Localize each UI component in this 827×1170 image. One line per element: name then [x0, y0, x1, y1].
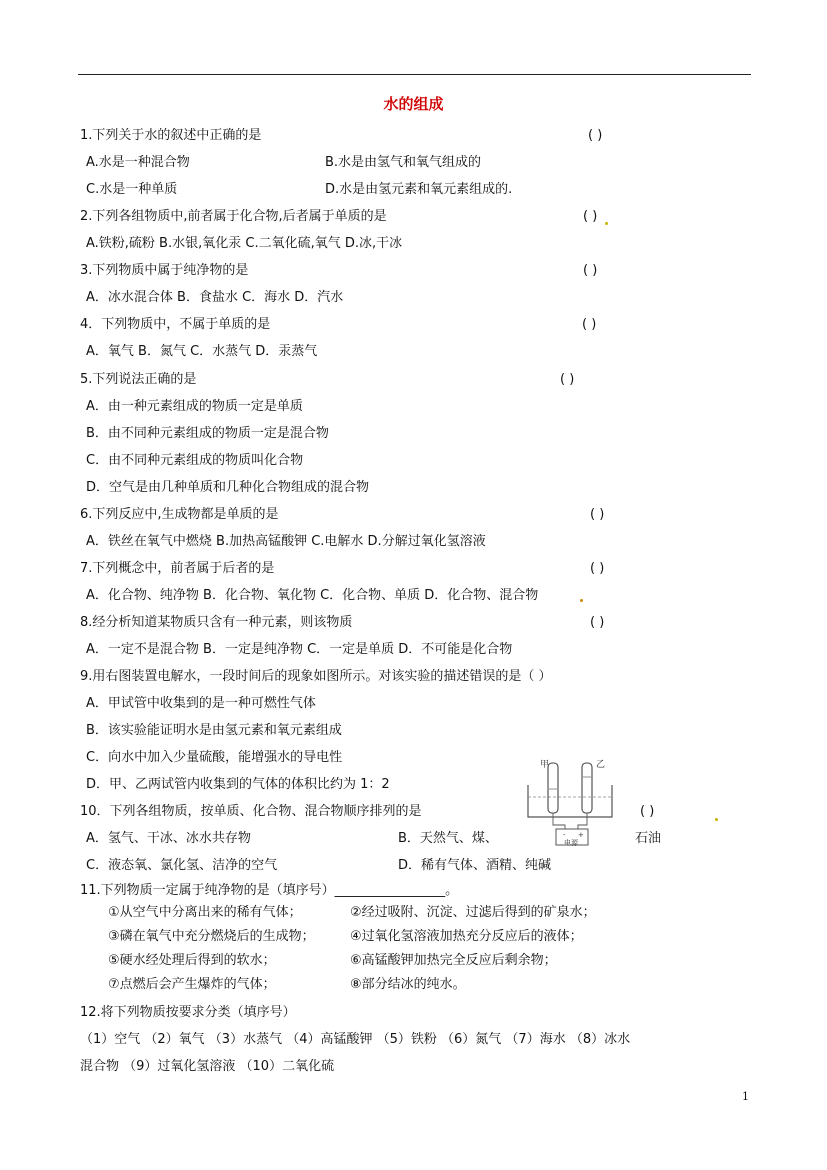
q11-item-7: ⑦点燃后会产生爆炸的气体； — [108, 977, 276, 992]
q11-item-2: ②经过吸附、沉淀、过滤后得到的矿泉水； — [350, 905, 596, 920]
q10-option-b-cont: 石油 — [635, 831, 662, 846]
q10-answer-blank: ( ) — [640, 804, 655, 819]
q2-options: A.铁粉,硫粉 B.水银,氧化汞 C.二氧化硫,氧气 D.冰,干冰 — [86, 236, 403, 251]
q4-answer-blank: ( ) — [582, 317, 597, 332]
electrolysis-diagram — [520, 755, 620, 847]
q10-option-d: D．稀有气体、酒精、纯碱 — [398, 858, 552, 873]
q1-stem: 1.下列关于水的叙述中正确的是 — [80, 128, 262, 143]
q6-answer-blank: ( ) — [590, 507, 605, 522]
q12-list-line2: 混合物 （9）过氧化氢溶液 （10）二氧化硫 — [80, 1059, 335, 1074]
q9-option-c: C．向水中加入少量硫酸，能增强水的导电性 — [86, 750, 343, 765]
q11-item-4: ④过氧化氢溶液加热充分反应后的液体； — [350, 929, 583, 944]
q1-option-d: D.水是由氢元素和氧元素组成的. — [325, 182, 513, 197]
label-plus: + — [578, 831, 584, 839]
q3-stem: 3.下列物质中属于纯净物的是 — [80, 263, 249, 278]
q3-answer-blank: ( ) — [583, 263, 598, 278]
q10-option-c: C．液态氧、氯化氢、洁净的空气 — [86, 858, 278, 873]
q8-stem: 8.经分析知道某物质只含有一种元素，则该物质 — [80, 615, 353, 630]
q2-stem: 2.下列各组物质中,前者属于化合物,后者属于单质的是 — [80, 209, 387, 224]
label-jia: 甲 — [540, 760, 550, 770]
q11-item-1: ①从空气中分离出来的稀有气体； — [108, 905, 302, 920]
q5-option-b: B．由不同种元素组成的物质一定是混合物 — [86, 426, 329, 441]
q11-item-8: ⑧部分结冰的纯水。 — [350, 977, 466, 992]
tube-yi — [582, 763, 592, 813]
q10-option-a: A．氢气、干冰、冰水共存物 — [86, 831, 251, 846]
q6-options: A．铁丝在氧气中燃烧 B.加热高锰酸钾 C.电解水 D.分解过氧化氢溶液 — [86, 534, 486, 549]
speck-mark — [580, 599, 583, 602]
q5-option-a: A．由一种元素组成的物质一定是单质 — [86, 399, 303, 414]
q12-stem: 12.将下列物质按要求分类（填序号） — [80, 1005, 296, 1020]
q9-stem: 9.用右图装置电解水，一段时间后的现象如图所示。对该实验的描述错误的是（ ） — [80, 669, 552, 684]
q10-option-b: B．天然气、煤、 — [398, 831, 498, 846]
q9-option-b: B．该实验能证明水是由氢元素和氧元素组成 — [86, 723, 342, 738]
q2-answer-blank: ( ) — [583, 209, 598, 224]
q1-option-c: C.水是一种单质 — [86, 182, 178, 197]
q7-options: A．化合物、纯净物 B．化合物、氧化物 C．化合物、单质 D．化合物、混合物 — [86, 588, 539, 603]
q5-stem: 5.下列说法正确的是 — [80, 372, 197, 387]
page-title: 水的组成 — [383, 95, 444, 113]
q11-item-5: ⑤硬水经处理后得到的软水； — [108, 953, 276, 968]
speck-mark — [715, 818, 718, 821]
tube-jia — [548, 763, 558, 813]
q12-list-line1: （1）空气 （2）氧气 （3）水蒸气 （4）高锰酸钾 （5）铁粉 （6）氮气 （7）海水 （8）冰水 — [80, 1032, 631, 1047]
speck-mark — [605, 222, 608, 225]
q6-stem: 6.下列反应中,生成物都是单质的是 — [80, 507, 279, 522]
page-number: 1 — [742, 1090, 749, 1103]
label-minus: - — [563, 831, 566, 839]
q1-option-a: A.水是一种混合物 — [86, 155, 190, 170]
q7-stem: 7.下列概念中，前者属于后者的是 — [80, 561, 275, 576]
label-yi: 乙 — [596, 760, 606, 770]
q9-option-a: A．甲试管中收集到的是一种可燃性气体 — [86, 696, 316, 711]
water-basin — [528, 785, 612, 817]
q8-answer-blank: ( ) — [590, 615, 605, 630]
header-rule — [78, 74, 751, 75]
q11-item-6: ⑥高锰酸钾加热完全反应后剩余物； — [350, 953, 557, 968]
q4-stem: 4．下列物质中，不属于单质的是 — [80, 317, 271, 332]
q11-item-3: ③磷在氧气中充分燃烧后的生成物； — [108, 929, 315, 944]
q3-options: A．冰水混合体 B．食盐水 C．海水 D．汽水 — [86, 290, 344, 305]
q5-option-d: D．空气是由几种单质和几种化合物组成的混合物 — [86, 480, 370, 495]
q10-stem: 10．下列各组物质，按单质、化合物、混合物顺序排列的是 — [80, 804, 422, 819]
q5-option-c: C．由不同种元素组成的物质叫化合物 — [86, 453, 304, 468]
q8-options: A．一定不是混合物 B．一定是纯净物 C．一定是单质 D．不可能是化合物 — [86, 642, 513, 657]
label-power: 电源 — [564, 839, 578, 847]
q1-answer-blank: ( ) — [588, 128, 603, 143]
q5-answer-blank: ( ) — [560, 372, 575, 387]
q7-answer-blank: ( ) — [590, 561, 605, 576]
q9-option-d: D．甲、乙两试管内收集到的气体的体积比约为 1：2 — [86, 777, 390, 792]
q1-option-b: B.水是由氢气和氧气组成的 — [325, 155, 482, 170]
q11-stem: 11.下列物质一定属于纯净物的是（填序号）_________________。 — [80, 883, 459, 898]
q4-options: A．氧气 B．氮气 C．水蒸气 D．汞蒸气 — [86, 344, 318, 359]
